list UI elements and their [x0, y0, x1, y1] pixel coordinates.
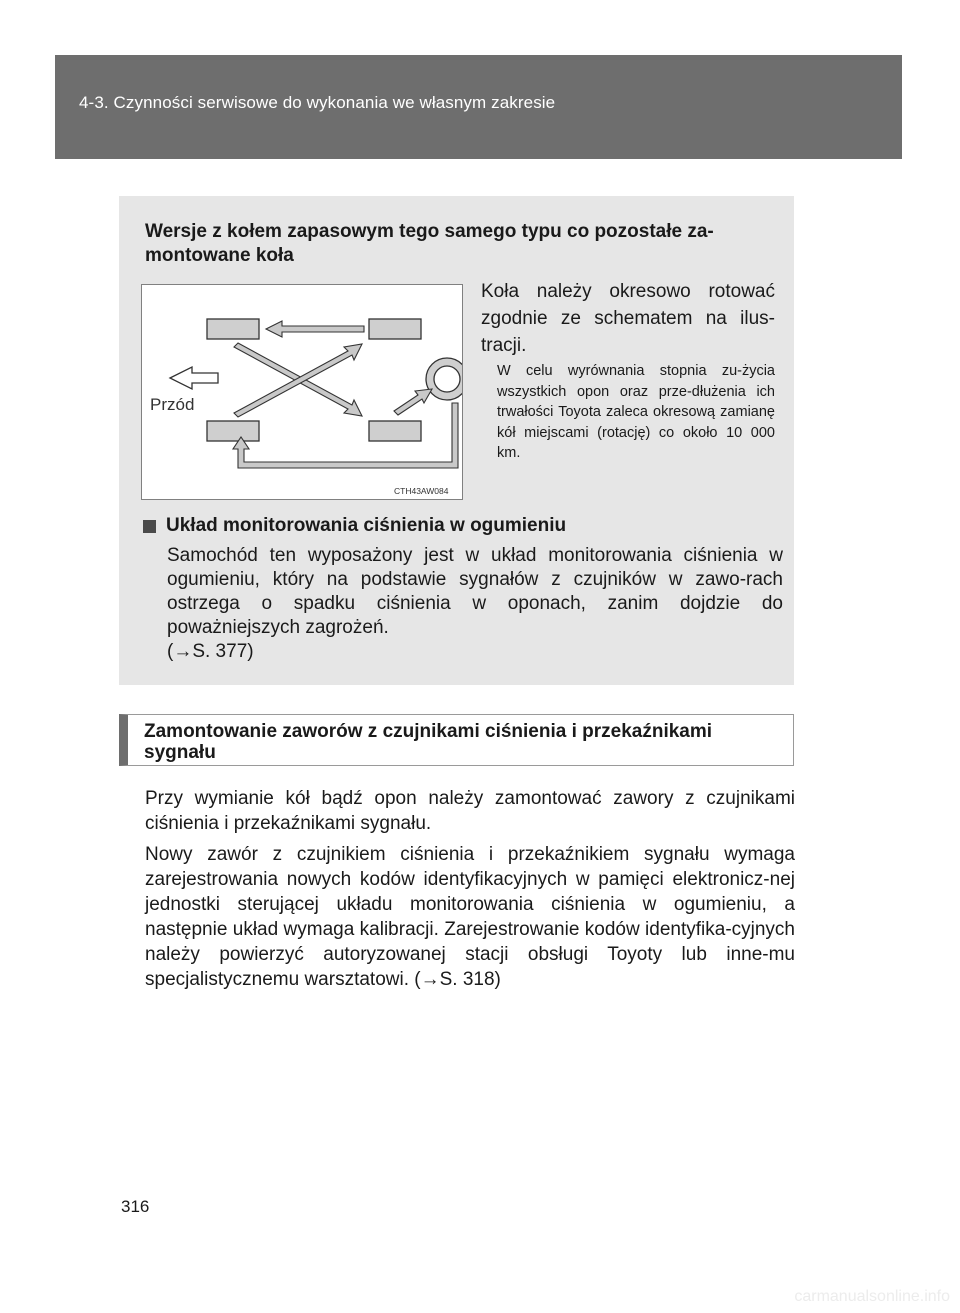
- box-heading: Wersje z kołem zapasowym tego samego typu co pozostałe za-montowane koła: [145, 221, 714, 266]
- rotation-note: W celu wyrównania stopnia zu-życia wszystkich opon oraz prze-dłużenia ich trwałości Toyota zaleca okresową zamianę kół miejscami (rotację) co około 10 000 km.: [497, 363, 775, 461]
- subsection-body: Samochód ten wyposażony jest w układ monitorowania ciśnienia w ogumieniu, który na podstawie sygnałów z czujników w zawo-rach ostrzega o spadku ciśnienia w oponach, zanim dojdzie do poważniejszych zagrożeń.: [167, 545, 783, 638]
- rotation-instruction: Koła należy okresowo rotować zgodnie ze schematem na ilus-tracji.: [481, 281, 775, 356]
- tire-rear-left: [207, 421, 259, 441]
- arrow-fr-to-fl: [266, 321, 364, 337]
- tire-rear-right: [369, 421, 421, 441]
- info-box: [119, 196, 794, 685]
- section-heading-text: Zamontowanie zaworów z czujnikami ciśnienia i przekaźnikami sygnału: [144, 721, 713, 763]
- image-code: CTH43AW084: [394, 486, 449, 496]
- paragraph-2: Nowy zawór z czujnikiem ciśnienia i przekaźnikiem sygnału wymaga zarejestrowania nowych kodów identyfikacyjnych w pamięci elektronicz-nej jednostki sterującej układu monitorowania ciśnienia w ogumieniu, a następnie układ wymaga kalibracji. Zarejestrowanie kodów identyfika-cyjnych należy powierzyć autoryzowanej stacji obsługi Toyoty lub inne-mu specjalistycznemu warsztatowi. (→S. 318): [145, 844, 795, 990]
- arrow-rr-to-spare: [394, 389, 432, 415]
- footer-watermark: carmanualsonline.info: [794, 1288, 950, 1305]
- tire-front-left: [207, 319, 259, 339]
- section-heading: [119, 714, 794, 766]
- tire-rotation-diagram: [141, 284, 463, 500]
- front-arrow-icon: [170, 367, 218, 389]
- front-label: Przód: [150, 395, 195, 414]
- tpms-subsection: [143, 514, 783, 664]
- section-title: 4-3. Czynności serwisowe do wykonania we własnym zakresie: [79, 93, 556, 112]
- page-reference-link[interactable]: (→S. 377): [167, 641, 254, 662]
- page-number: 316: [121, 1197, 150, 1216]
- page-header: [55, 55, 902, 159]
- tire-rotation-svg: [142, 285, 462, 499]
- paragraph-1: Przy wymianie kół bądź opon należy zamontować zawory z czujnikami ciśnienia i przekaźnikami sygnału.: [145, 788, 795, 834]
- subsection-title-text: Układ monitorowania ciśnienia w ogumieniu: [166, 515, 567, 536]
- tire-front-right: [369, 319, 421, 339]
- square-bullet-icon: [143, 520, 156, 533]
- subsection-title: [143, 514, 783, 538]
